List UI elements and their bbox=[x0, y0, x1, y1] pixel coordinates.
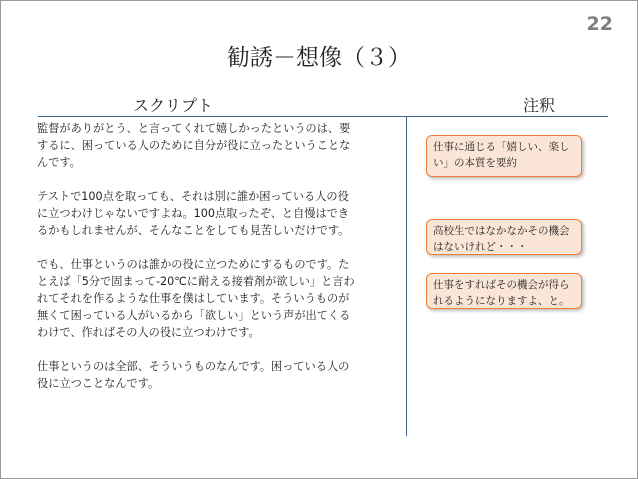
script-body bbox=[37, 120, 402, 409]
script-paragraph: でも、仕事というのは誰かの役に立つためにするものです。た とえば「5分で固まって-20℃に耐える接着剤が欲しい」と言わ れてそれを作るような仕事を僕はしています。そういうものが 無くて困っている人がいるから「欲しい」という声が出てくる わけで、作ればその人の役に立つわけです。 bbox=[37, 258, 355, 339]
notes-column-header: 注釈 bbox=[523, 96, 556, 115]
script-paragraph: テストで100点を取っても、それは別に誰か困っている人の役 に立つわけじゃないですよね。100点取ったぞ、と自慢はでき るかもしれませんが、そんなことをしても見苦しいだけです。 bbox=[37, 190, 350, 237]
note-callout: 仕事に通じる「嬉しい、楽し い」の本質を要約 bbox=[426, 135, 582, 177]
note-callout: 高校生ではなかなかその機会 はないけれど・・・ bbox=[426, 219, 582, 255]
column-divider bbox=[406, 116, 407, 436]
header-divider bbox=[38, 116, 608, 117]
script-paragraph: 仕事というのは全部、そういうものなんです。困っている人の 役に立つことなんです。 bbox=[37, 360, 350, 390]
page-number: 22 bbox=[586, 13, 613, 35]
script-column-header: スクリプト bbox=[133, 96, 214, 115]
note-callout: 仕事をすればその機会が得ら れるようになりますよ、と。 bbox=[426, 273, 582, 309]
script-paragraph: 監督がありがとう、と言ってくれて嬉しかったというのは、要 するに、困っている人のために自分が役に立ったということな んです。 bbox=[37, 122, 351, 169]
slide-title: 勧誘－想像（３） bbox=[227, 45, 411, 71]
